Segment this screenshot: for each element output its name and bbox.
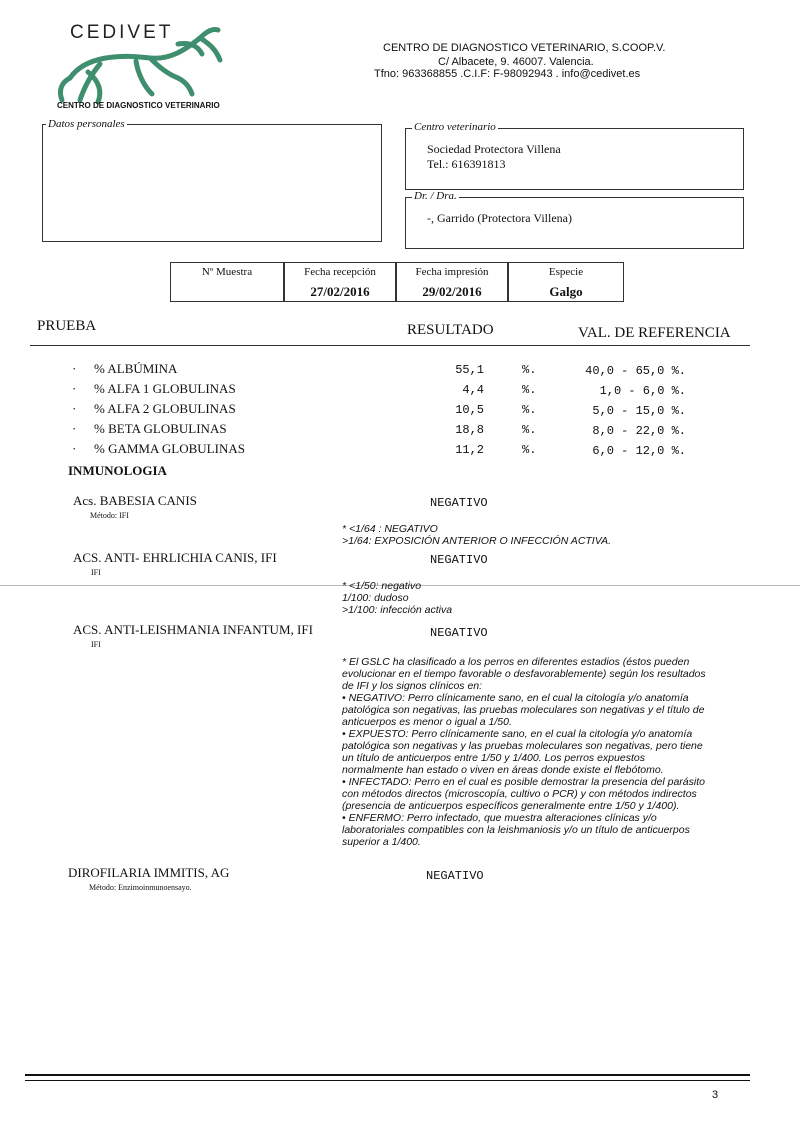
sample-number-label: Nº Muestra (201, 266, 253, 278)
test-method-leishmania: IFI (91, 640, 101, 649)
gslc-note-line: un título de anticuerpos entre 1/50 y 1/400. Los perros expuestos (342, 752, 645, 764)
reception-date-value: 27/02/2016 (310, 284, 370, 299)
reception-date-cell (284, 262, 396, 302)
test-result-babesia: NEGATIVO (430, 496, 488, 510)
test-name-dirofilaria: DIROFILARIA IMMITIS, AG (68, 865, 230, 880)
clinic-phone: Tel.: 616391813 (427, 157, 506, 171)
leishmania-note-line: 1/100: dudoso (342, 592, 409, 604)
protein-row-value: 10,5 (455, 403, 484, 417)
protein-row-name: % BETA GLOBULINAS (94, 421, 227, 436)
protein-row-reference: 5,0 - 15,0 %. (592, 404, 686, 418)
gslc-note-line: evolucionar en el tiempo favorable o desfavorablemente) según los resultados (342, 668, 706, 680)
print-date-value: 29/02/2016 (422, 284, 482, 299)
doctor-name: -, Garrido (Protectora Villena) (427, 211, 573, 225)
protein-row-value: 11,2 (455, 443, 484, 457)
test-name-ehrlichia: ACS. ANTI- EHRLICHIA CANIS, IFI (73, 550, 277, 565)
species-value: Galgo (549, 284, 583, 299)
protein-row-unit: %. (522, 443, 537, 457)
ehrlichia-reference-note (342, 523, 722, 547)
print-date-label: Fecha impresión (415, 266, 489, 278)
protein-row-value: 55,1 (455, 363, 484, 377)
clinic-name: Sociedad Protectora Villena (427, 142, 561, 156)
bullet-icon: · (72, 401, 77, 416)
gslc-note-line: de IFI y los signos clínicos en: (342, 680, 483, 692)
gslc-note-line: • ENFERMO: Perro infectado, que muestra alteraciones clínicas y/o (342, 812, 657, 824)
gslc-note-line: con métodos directos (microscopía, cultivo o PCR) y con métodos indirectos (342, 788, 697, 800)
test-name-leishmania: ACS. ANTI-LEISHMANIA INFANTUM, IFI (73, 622, 313, 637)
page-number: 3 (712, 1089, 719, 1101)
gslc-note-line: • EXPUESTO: Perro clínicamente sano, en el cual la citología y/o anatomía (342, 728, 693, 740)
gslc-note-line: (presencia de anticuerpos específicos generalmente entre 1/50 y 1/400). (342, 800, 680, 812)
gslc-note-line: normalmente han estado o viven en áreas donde existe el flebótomo. (342, 764, 664, 776)
leishmania-reference-note (342, 580, 722, 616)
species-cell (508, 262, 624, 302)
protein-row-unit: %. (522, 383, 537, 397)
brand-subtitle: CENTRO DE DIAGNOSTICO VETERINARIO (57, 101, 220, 110)
ehrlichia-note-line: * <1/64 : NEGATIVO (342, 523, 438, 535)
header-divider (30, 345, 750, 346)
company-name: CENTRO DE DIAGNOSTICO VETERINARIO, S.COOP.V. (383, 42, 666, 54)
company-address: C/ Albacete, 9. 46007. Valencia. (438, 56, 594, 68)
gslc-note-line: • INFECTADO: Perro en el cual es posible demostrar la presencia del parásito (342, 776, 705, 788)
column-header-test: PRUEBA (37, 318, 97, 334)
brand-name: CEDIVET (70, 22, 174, 43)
company-contact: Tfno: 963368855 .C.I.F: F-98092943 . info@cedivet.es (374, 68, 641, 80)
test-result-ehrlichia: NEGATIVO (430, 553, 488, 567)
gslc-note-line: • NEGATIVO: Perro clínicamente sano, en el cual la citología y/o anatomía (342, 692, 689, 704)
gslc-classification-note (342, 656, 722, 848)
footer-rule-top (25, 1074, 750, 1076)
test-method-babesia: Método: IFI (90, 511, 129, 520)
print-date-cell (396, 262, 508, 302)
protein-row-reference: 8,0 - 22,0 %. (592, 424, 686, 438)
protein-row-reference: 6,0 - 12,0 %. (592, 444, 686, 458)
column-header-reference: VAL. DE REFERENCIA (578, 325, 731, 341)
test-result-leishmania: NEGATIVO (430, 626, 488, 640)
protein-row-reference: 1,0 - 6,0 %. (599, 384, 686, 398)
gslc-note-line: * El GSLC ha clasificado a los perros en diferentes estadios (éstos pueden (342, 656, 690, 668)
bullet-icon: · (72, 361, 77, 376)
gslc-note-line: laboratoriales compatibles con la leishmaniosis y/o un título de anticuerpos (342, 824, 690, 836)
test-name-babesia: Acs. BABESIA CANIS (73, 493, 197, 508)
leishmania-note-line: * <1/50: negativo (342, 580, 422, 592)
gslc-note-line: superior a 1/400. (342, 836, 421, 848)
test-result-dirofilaria: NEGATIVO (426, 869, 484, 883)
footer-rule-bottom (25, 1080, 750, 1081)
protein-row-value: 4,4 (462, 383, 484, 397)
test-method-ehrlichia: IFI (91, 568, 101, 577)
ehrlichia-note-line: >1/64: EXPOSICIÓN ANTERIOR O INFECCIÓN ACTIVA. (342, 535, 612, 547)
gslc-note-line: patológica son negativas, las pruebas moleculares son negativas y el título de (342, 704, 705, 716)
test-method-dirofilaria: Método: Enzimoinmunoensayo. (89, 883, 192, 892)
bullet-icon: · (72, 441, 77, 456)
gslc-note-line: patológica son negativas y las pruebas moleculares son negativas, pero tiene (342, 740, 703, 752)
clinic-legend: Centro veterinario (414, 121, 496, 133)
protein-row-name: % ALBÚMINA (94, 361, 178, 376)
reception-date-label: Fecha recepción (304, 266, 376, 278)
leishmania-note-line: >1/100: infección activa (342, 604, 453, 616)
protein-row-name: % GAMMA GLOBULINAS (94, 441, 245, 456)
doctor-legend: Dr. / Dra. (414, 190, 457, 202)
protein-row-name: % ALFA 1 GLOBULINAS (94, 381, 236, 396)
sample-number-cell (170, 262, 284, 302)
bullet-icon: · (72, 421, 77, 436)
bullet-icon: · (72, 381, 77, 396)
column-header-result: RESULTADO (407, 322, 494, 338)
gslc-note-line: anticuerpos es menor o igual a 1/50. (342, 716, 512, 728)
protein-row-unit: %. (522, 363, 537, 377)
protein-row-reference: 40,0 - 65,0 %. (585, 364, 686, 378)
protein-row-unit: %. (522, 403, 537, 417)
protein-row-name: % ALFA 2 GLOBULINAS (94, 401, 236, 416)
personal-data-box (42, 124, 382, 242)
protein-row-unit: %. (522, 423, 537, 437)
protein-row-value: 18,8 (455, 423, 484, 437)
personal-data-legend: Datos personales (48, 118, 125, 130)
species-label: Especie (548, 266, 584, 278)
section-title-immunology: INMUNOLOGIA (68, 463, 167, 478)
